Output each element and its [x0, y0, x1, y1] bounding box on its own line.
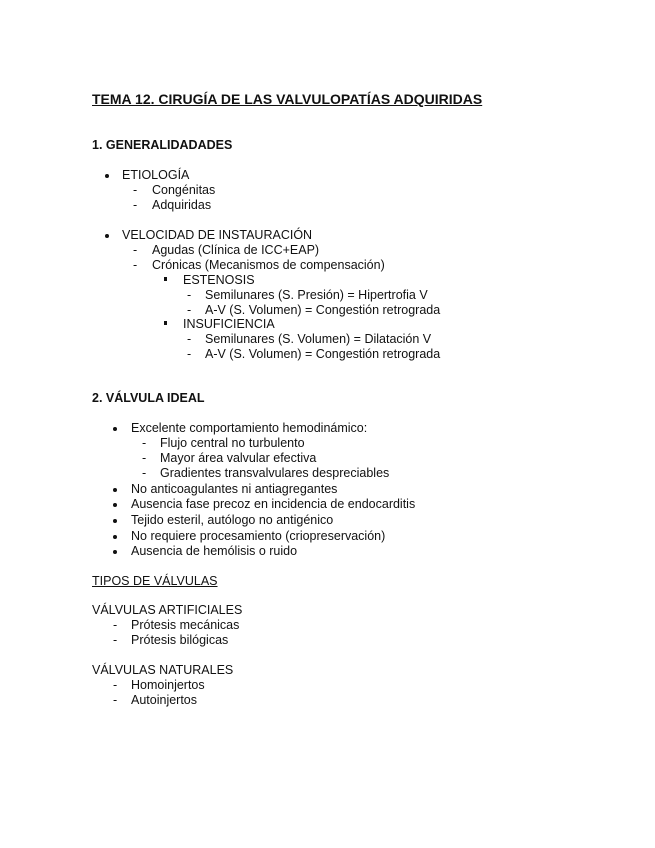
list-item-hemodinamico: Excelente comportamiento hemodinámico: — [131, 421, 368, 435]
bullet-icon — [113, 503, 117, 507]
list-item: Semilunares (S. Presión) = Hipertrofia V — [205, 288, 428, 302]
bullet-icon — [113, 427, 117, 431]
dash-icon: - — [142, 436, 147, 450]
section-heading-tipos: TIPOS DE VÁLVULAS — [92, 574, 218, 588]
bullet-icon — [105, 174, 109, 178]
subheading-naturales: VÁLVULAS NATURALES — [92, 663, 234, 677]
bullet-icon — [113, 550, 117, 554]
square-bullet-icon — [164, 277, 167, 281]
list-item-etiologia: ETIOLOGÍA — [122, 168, 190, 182]
bullet-icon — [105, 234, 109, 238]
dash-icon: - — [113, 633, 118, 647]
dash-icon: - — [133, 198, 138, 212]
list-item: Tejido esteril, autólogo no antigénico — [131, 513, 334, 527]
list-item: A-V (S. Volumen) = Congestión retrograda — [205, 347, 441, 361]
dash-icon: - — [187, 303, 192, 317]
dash-icon: - — [133, 258, 138, 272]
list-item: Congénitas — [152, 183, 216, 197]
list-item: Autoinjertos — [131, 693, 198, 707]
bullet-icon — [113, 535, 117, 539]
list-item: Agudas (Clínica de ICC+EAP) — [152, 243, 320, 257]
section-heading-generalidades: 1. GENERALIDADADES — [92, 138, 233, 152]
bullet-icon — [113, 519, 117, 523]
list-item: Mayor área valvular efectiva — [160, 451, 317, 465]
square-bullet-icon — [164, 321, 167, 325]
dash-icon: - — [113, 678, 118, 692]
list-item: Homoinjertos — [131, 678, 205, 692]
bullet-icon — [113, 488, 117, 492]
list-item: No requiere procesamiento (criopreservación) — [131, 529, 386, 543]
dash-icon: - — [187, 347, 192, 361]
list-item: Prótesis bilógicas — [131, 633, 229, 647]
list-item: A-V (S. Volumen) = Congestión retrograda — [205, 303, 441, 317]
dash-icon: - — [113, 693, 118, 707]
list-item: Gradientes transvalvulares despreciables — [160, 466, 390, 480]
list-item: Flujo central no turbulento — [160, 436, 305, 450]
list-item: No anticoagulantes ni antiagregantes — [131, 482, 338, 496]
dash-icon: - — [113, 618, 118, 632]
list-item: Adquiridas — [152, 198, 212, 212]
dash-icon: - — [133, 183, 138, 197]
list-item: Prótesis mecánicas — [131, 618, 240, 632]
list-item: Semilunares (S. Volumen) = Dilatación V — [205, 332, 432, 346]
list-item-velocidad: VELOCIDAD DE INSTAURACIÓN — [122, 228, 313, 242]
page-title: TEMA 12. CIRUGÍA DE LAS VALVULOPATÍAS ADQUIRIDAS — [92, 91, 483, 107]
list-item-insuficiencia: INSUFICIENCIA — [183, 317, 275, 331]
list-item: Ausencia de hemólisis o ruido — [131, 544, 298, 558]
dash-icon: - — [142, 451, 147, 465]
subheading-artificiales: VÁLVULAS ARTIFICIALES — [92, 603, 243, 617]
dash-icon: - — [187, 332, 192, 346]
dash-icon: - — [187, 288, 192, 302]
list-item-estenosis: ESTENOSIS — [183, 273, 255, 287]
list-item: Crónicas (Mecanismos de compensación) — [152, 258, 385, 272]
list-item: Ausencia fase precoz en incidencia de endocarditis — [131, 497, 416, 511]
dash-icon: - — [133, 243, 138, 257]
section-heading-valvula-ideal: 2. VÁLVULA IDEAL — [92, 391, 205, 405]
dash-icon: - — [142, 466, 147, 480]
